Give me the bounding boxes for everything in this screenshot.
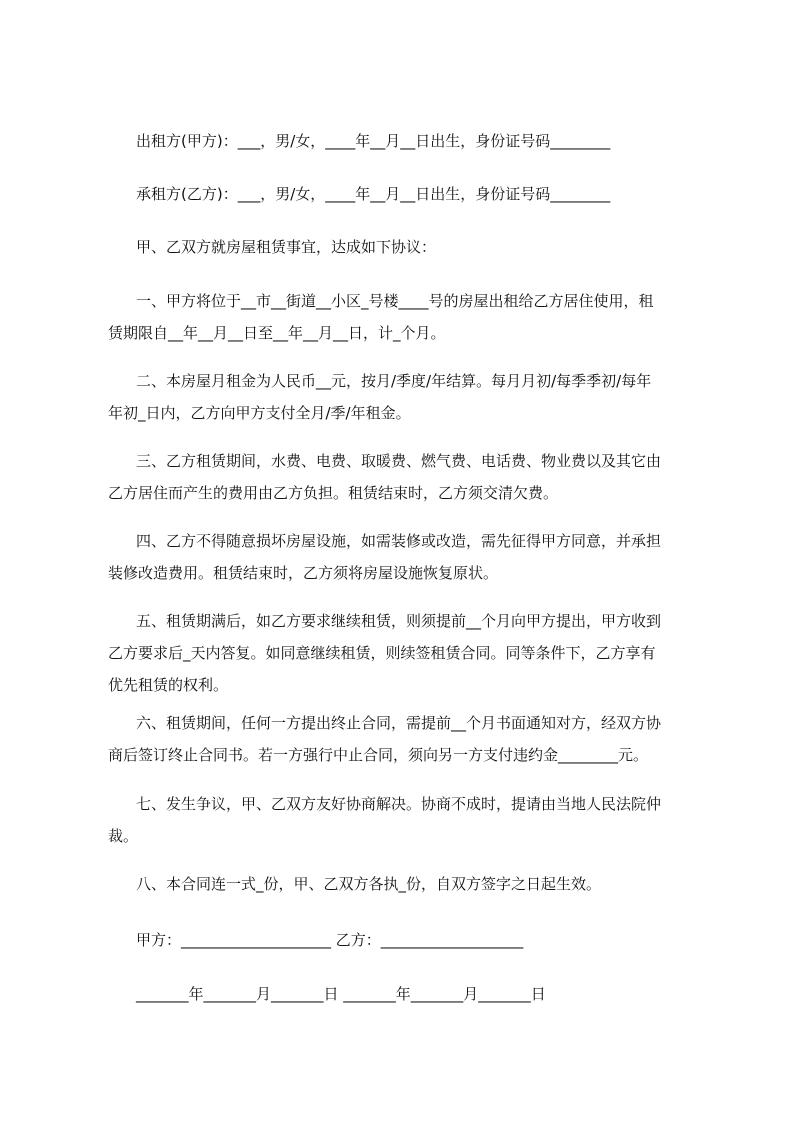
agreement-intro: 甲、乙双方就房屋租赁事宜，达成如下协议： [136,238,437,256]
clause-3 [108,445,702,509]
clause-1 [108,285,702,349]
clause-5 [108,605,702,701]
clause-1-line-1: 一、甲方将位于__市__街道__小区_号楼____号的房屋出租给乙方居住使用，租 [136,292,654,310]
clause-4 [108,525,702,589]
date-line: _______年_______月_______日 _______年_______月_______日 [136,985,546,1003]
signature-line: 甲方：____________________ 乙方：___________________ [136,931,524,949]
clause-6-line-1: 六、租赁期间，任何一方提出终止合同，需提前__个月书面通知对方，经双方协 [136,714,662,732]
clause-6 [108,707,702,771]
clause-6-line-2: 商后签订终止合同书。若一方强行中止合同，须向另一方支付违约金________元。 [108,746,649,764]
lessee-info-line: 承租方(乙方)：___，男/女，____年__月__日出生，身份证号码________ [136,185,611,203]
clause-2-line-2: 年初_日内，乙方向甲方支付全月/季/年租金。 [108,404,411,422]
clause-7 [108,788,702,852]
clause-3-line-1: 三、乙方租赁期间，水费、电费、取暖费、燃气费、电话费、物业费以及其它由 [136,452,662,470]
clause-4-line-2: 装修改造费用。租赁结束时，乙方须将房屋设施恢复原状。 [108,564,499,582]
clause-1-line-2: 赁期限自__年__月__日至__年__月__日，计_个月。 [108,324,446,342]
clause-8: 八、本合同连一式_份，甲、乙双方各执_份，自双方签字之日起生效。 [136,875,602,893]
clause-5-line-1: 五、租赁期满后，如乙方要求继续租赁，则须提前__个月向甲方提出，甲方收到 [136,612,662,630]
clause-5-line-2: 乙方要求后_天内答复。如同意继续租赁，则续签租赁合同。同等条件下，乙方享有 [108,644,656,662]
clause-5-line-3: 优先租赁的权利。 [108,676,229,694]
clause-4-line-1: 四、乙方不得随意损坏房屋设施，如需装修或改造，需先征得甲方同意，并承担 [136,532,662,550]
clause-2 [108,365,702,429]
lessor-info-line: 出租方(甲方)：___，男/女，____年__月__日出生，身份证号码________ [136,132,611,150]
clause-7-line-1: 七、发生争议，甲、乙双方友好协商解决。协商不成时，提请由当地人民法院仲 [136,795,662,813]
clause-3-line-2: 乙方居住而产生的费用由乙方负担。租赁结束时，乙方须交清欠费。 [108,484,559,502]
clause-7-line-2: 裁。 [108,827,139,845]
clause-2-line-1: 二、本房屋月租金为人民币__元，按月/季度/年结算。每月月初/每季季初/每年 [136,372,652,390]
